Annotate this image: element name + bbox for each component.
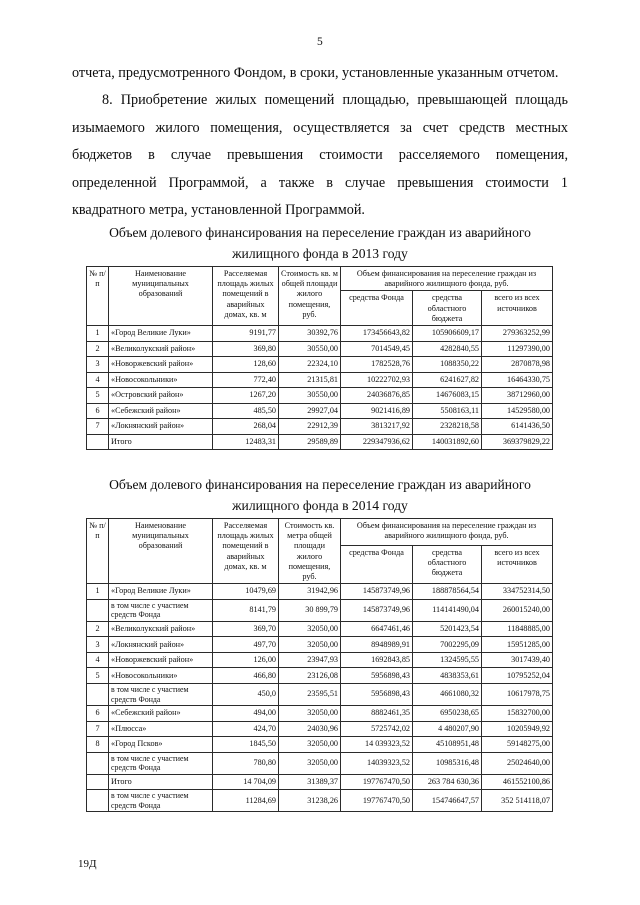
- cell-index: [87, 683, 109, 705]
- table-2014: [86, 518, 553, 812]
- table-row: [87, 721, 553, 737]
- cell-cost: 22912,39: [279, 419, 341, 435]
- cell-index: 6: [87, 403, 109, 419]
- table-row: [87, 403, 553, 419]
- cell-municipality: «Новоржевский район»: [109, 652, 213, 668]
- cell-municipality: «Город Псков»: [109, 737, 213, 753]
- cell-cost: 21315,81: [279, 372, 341, 388]
- cell-municipality: в том числе с участием средств Фонда: [109, 599, 213, 621]
- cell-municipality: «Островский район»: [109, 388, 213, 404]
- cell-fund: 6647461,46: [341, 621, 413, 637]
- cell-municipality: «Новосокольники»: [109, 668, 213, 684]
- cell-area: 772,40: [213, 372, 279, 388]
- th-oblast-budget: средства областного бюджета: [413, 291, 482, 326]
- page-number: 5: [317, 36, 323, 48]
- cell-fund: 145873749,96: [341, 584, 413, 600]
- cell-area: 466,80: [213, 668, 279, 684]
- cell-oblast-budget: 263 784 630,36: [413, 774, 482, 790]
- cell-area: 369,80: [213, 341, 279, 357]
- table-row: [87, 637, 553, 653]
- cell-area: 494,00: [213, 706, 279, 722]
- cell-index: 8: [87, 737, 109, 753]
- th-oblast-budget: средства областного бюджета: [413, 545, 482, 583]
- cell-fund: 8948989,91: [341, 637, 413, 653]
- cell-oblast-budget: 6950238,65: [413, 706, 482, 722]
- cell-total: 6141436,50: [482, 419, 553, 435]
- cell-index: [87, 774, 109, 790]
- cell-municipality: «Великолукский район»: [109, 341, 213, 357]
- cell-area: 8141,79: [213, 599, 279, 621]
- cell-area: 10479,69: [213, 584, 279, 600]
- cell-oblast-budget: 14676083,15: [413, 388, 482, 404]
- th-num: № п/п: [87, 267, 109, 326]
- cell-oblast-budget: 188878564,54: [413, 584, 482, 600]
- cell-cost: 32050,00: [279, 621, 341, 637]
- cell-fund: 9021416,89: [341, 403, 413, 419]
- cell-index: 4: [87, 372, 109, 388]
- footer-mark: 19Д: [78, 858, 97, 870]
- cell-total: 2870878,98: [482, 357, 553, 373]
- cell-index: 2: [87, 341, 109, 357]
- cell-fund: 173456643,82: [341, 326, 413, 342]
- th-num: № п/п: [87, 519, 109, 584]
- cell-total: 15832700,00: [482, 706, 553, 722]
- cell-total: 260015240,00: [482, 599, 553, 621]
- cell-oblast-budget: 114141490,04: [413, 599, 482, 621]
- cell-index: [87, 790, 109, 812]
- cell-area: 1845,50: [213, 737, 279, 753]
- table-row: [87, 357, 553, 373]
- table-row: [87, 652, 553, 668]
- cell-cost: 32050,00: [279, 737, 341, 753]
- cell-cost: 31389,37: [279, 774, 341, 790]
- cell-municipality: «Новоржевский район»: [109, 357, 213, 373]
- cell-index: [87, 434, 109, 450]
- cell-fund: 3813217,92: [341, 419, 413, 435]
- table-row: [87, 372, 553, 388]
- cell-oblast-budget: 4838353,61: [413, 668, 482, 684]
- cell-cost: 23126,08: [279, 668, 341, 684]
- cell-cost: 30550,00: [279, 388, 341, 404]
- cell-index: 2: [87, 621, 109, 637]
- cell-total: 59148275,00: [482, 737, 553, 753]
- cell-fund: 5725742,02: [341, 721, 413, 737]
- cell-fund: 8882461,35: [341, 706, 413, 722]
- cell-total: 10617978,75: [482, 683, 553, 705]
- cell-area: 780,80: [213, 752, 279, 774]
- cell-cost: 32050,00: [279, 706, 341, 722]
- cell-cost: 31238,26: [279, 790, 341, 812]
- cell-fund: 1782528,76: [341, 357, 413, 373]
- th-name: Наименование муниципальных образований: [109, 267, 213, 326]
- cell-oblast-budget: 1088350,22: [413, 357, 482, 373]
- table-2013-title: Объем долевого финансирования на переселение граждан из аварийного жилищного фонда в 2013 году: [109, 225, 531, 261]
- cell-fund: 145873749,96: [341, 599, 413, 621]
- cell-index: 7: [87, 721, 109, 737]
- cell-cost: 30392,76: [279, 326, 341, 342]
- th-total-sources: всего из всех источников: [482, 545, 553, 583]
- cell-index: [87, 752, 109, 774]
- cell-municipality: «Город Великие Луки»: [109, 584, 213, 600]
- cell-oblast-budget: 105906609,17: [413, 326, 482, 342]
- cell-total: 25024640,00: [482, 752, 553, 774]
- th-financing-group: Объем финансирования на переселение граждан из аварийного жилищного фонда, руб.: [341, 267, 553, 291]
- cell-municipality: «Великолукский район»: [109, 621, 213, 637]
- cell-municipality: в том числе с участием средств Фонда: [109, 683, 213, 705]
- table-row: [87, 774, 553, 790]
- table-2013-body: [87, 326, 553, 450]
- table-2014-header-row-1: [87, 519, 553, 546]
- cell-total: 279363252,99: [482, 326, 553, 342]
- th-cost: Стоимость кв. метра общей площади жилого помещения, руб.: [279, 519, 341, 584]
- cell-index: 7: [87, 419, 109, 435]
- cell-area: 369,70: [213, 621, 279, 637]
- cell-oblast-budget: 140031892,60: [413, 434, 482, 450]
- cell-total: 334752314,50: [482, 584, 553, 600]
- cell-fund: 1692843,85: [341, 652, 413, 668]
- cell-index: [87, 599, 109, 621]
- paragraph-clause-8: 8. Приобретение жилых помещений площадью, превышающей площадь изымаемого жилого помещения, осуществляется за счет средств местных бюджетов в случае превышения стоимости расселяемого помещения, определенной Программой, а также в случае превышения стоимости 1 квадратного метра, установленной Программой.: [72, 92, 568, 219]
- table-row: [87, 683, 553, 705]
- cell-oblast-budget: 45108951,48: [413, 737, 482, 753]
- cell-area: 424,70: [213, 721, 279, 737]
- cell-index: 4: [87, 652, 109, 668]
- cell-index: 1: [87, 584, 109, 600]
- cell-total: 352 514118,07: [482, 790, 553, 812]
- cell-area: 268,04: [213, 419, 279, 435]
- th-cost: Стоимость кв. м общей площади жилого помещения, руб.: [279, 267, 341, 326]
- table-2014-body: [87, 584, 553, 812]
- table-row: [87, 341, 553, 357]
- cell-total: 38712960,00: [482, 388, 553, 404]
- body-text-block: [72, 60, 568, 224]
- cell-oblast-budget: 5508163,11: [413, 403, 482, 419]
- cell-total: 10795252,04: [482, 668, 553, 684]
- table-row: [87, 599, 553, 621]
- table-row: [87, 419, 553, 435]
- cell-oblast-budget: 10985316,48: [413, 752, 482, 774]
- th-area: Расселяемая площадь жилых помещений в аварийных домах, кв. м: [213, 267, 279, 326]
- cell-municipality: Итого: [109, 774, 213, 790]
- cell-index: 3: [87, 637, 109, 653]
- cell-index: 6: [87, 706, 109, 722]
- table-row: [87, 737, 553, 753]
- cell-fund: 197767470,50: [341, 790, 413, 812]
- table-row: [87, 326, 553, 342]
- cell-total: 461552100,86: [482, 774, 553, 790]
- table-2013: [86, 266, 553, 450]
- cell-fund: 5956898,43: [341, 683, 413, 705]
- cell-fund: 229347936,62: [341, 434, 413, 450]
- cell-cost: 29589,89: [279, 434, 341, 450]
- cell-municipality: Итого: [109, 434, 213, 450]
- cell-area: 126,00: [213, 652, 279, 668]
- cell-area: 497,70: [213, 637, 279, 653]
- cell-area: 450,0: [213, 683, 279, 705]
- cell-municipality: в том числе с участием средств Фонда: [109, 790, 213, 812]
- cell-municipality: «Новосокольники»: [109, 372, 213, 388]
- cell-cost: 24030,96: [279, 721, 341, 737]
- cell-area: 9191,77: [213, 326, 279, 342]
- table-row: [87, 706, 553, 722]
- cell-cost: 32050,00: [279, 752, 341, 774]
- cell-municipality: в том числе с участием средств Фонда: [109, 752, 213, 774]
- cell-cost: 29927,04: [279, 403, 341, 419]
- cell-total: 15951285,00: [482, 637, 553, 653]
- cell-municipality: «Локнянский район»: [109, 637, 213, 653]
- table-row: [87, 584, 553, 600]
- cell-fund: 10222702,93: [341, 372, 413, 388]
- table-2013-header-row-1: [87, 267, 553, 291]
- cell-area: 12483,31: [213, 434, 279, 450]
- cell-cost: 23947,93: [279, 652, 341, 668]
- th-fund: средства Фонда: [341, 545, 413, 583]
- cell-area: 1267,20: [213, 388, 279, 404]
- cell-oblast-budget: 7002295,09: [413, 637, 482, 653]
- table-row: [87, 668, 553, 684]
- cell-oblast-budget: 2328218,58: [413, 419, 482, 435]
- cell-municipality: «Себежский район»: [109, 403, 213, 419]
- table-row: [87, 752, 553, 774]
- cell-municipality: «Локнянский район»: [109, 419, 213, 435]
- cell-total: 11297390,00: [482, 341, 553, 357]
- cell-cost: 30550,00: [279, 341, 341, 357]
- cell-total: 16464330,75: [482, 372, 553, 388]
- cell-total: 369379829,22: [482, 434, 553, 450]
- cell-area: 14 704,09: [213, 774, 279, 790]
- cell-index: 5: [87, 388, 109, 404]
- cell-oblast-budget: 6241627,82: [413, 372, 482, 388]
- th-total-sources: всего из всех источников: [482, 291, 553, 326]
- cell-oblast-budget: 154746647,57: [413, 790, 482, 812]
- cell-oblast-budget: 1324595,55: [413, 652, 482, 668]
- paragraph-continuation: отчета, предусмотренного Фондом, в сроки, установленные указанным отчетом.: [72, 65, 559, 81]
- table-row: [87, 621, 553, 637]
- table-row: [87, 434, 553, 450]
- cell-index: 1: [87, 326, 109, 342]
- cell-fund: 7014549,45: [341, 341, 413, 357]
- cell-cost: 22324,10: [279, 357, 341, 373]
- cell-area: 11284,69: [213, 790, 279, 812]
- cell-municipality: «Себежский район»: [109, 706, 213, 722]
- cell-cost: 23595,51: [279, 683, 341, 705]
- table-row: [87, 388, 553, 404]
- cell-total: 14529580,00: [482, 403, 553, 419]
- cell-oblast-budget: 4 480207,90: [413, 721, 482, 737]
- th-name: Наименование муниципальных образований: [109, 519, 213, 584]
- cell-index: 3: [87, 357, 109, 373]
- cell-fund: 24036876,85: [341, 388, 413, 404]
- cell-fund: 14039323,52: [341, 752, 413, 774]
- cell-total: 11848885,00: [482, 621, 553, 637]
- th-fund: средства Фонда: [341, 291, 413, 326]
- cell-total: 3017439,40: [482, 652, 553, 668]
- cell-index: 5: [87, 668, 109, 684]
- table-row: [87, 790, 553, 812]
- cell-area: 128,60: [213, 357, 279, 373]
- cell-fund: 5956898,43: [341, 668, 413, 684]
- cell-cost: 32050,00: [279, 637, 341, 653]
- cell-oblast-budget: 4661080,32: [413, 683, 482, 705]
- cell-fund: 14 039323,52: [341, 737, 413, 753]
- cell-cost: 31942,96: [279, 584, 341, 600]
- table-2014-title: Объем долевого финансирования на переселение граждан из аварийного жилищного фонда в 2014 году: [109, 477, 531, 513]
- cell-municipality: «Город Великие Луки»: [109, 326, 213, 342]
- cell-oblast-budget: 4282840,55: [413, 341, 482, 357]
- th-area: Расселяемая площадь жилых помещений в аварийных домах, кв. м: [213, 519, 279, 584]
- cell-oblast-budget: 5201423,54: [413, 621, 482, 637]
- cell-total: 10205949,92: [482, 721, 553, 737]
- cell-fund: 197767470,50: [341, 774, 413, 790]
- th-financing-group: Объем финансирования на переселение граждан из аварийного жилищного фонда, руб.: [341, 519, 553, 546]
- cell-municipality: «Плюсса»: [109, 721, 213, 737]
- cell-cost: 30 899,79: [279, 599, 341, 621]
- cell-area: 485,50: [213, 403, 279, 419]
